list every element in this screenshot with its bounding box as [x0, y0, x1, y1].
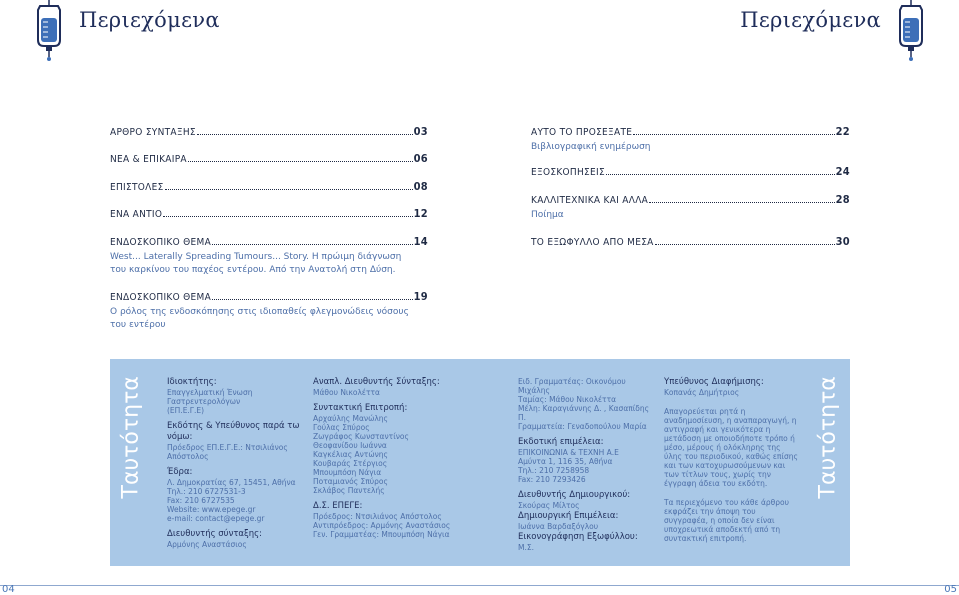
identity-text: Μ.Σ.	[518, 543, 534, 552]
identity-heading: Έδρα:	[167, 467, 193, 477]
toc-entry[interactable]	[110, 235, 428, 277]
identity-column-1	[167, 377, 302, 549]
iv-bag-icon	[890, 0, 932, 62]
toc-label: ΑΥΤΟ ΤΟ ΠΡΟΣΕΞΑΤΕ	[531, 127, 633, 138]
identity-vertical-label-right: Ταυτότητα	[815, 376, 841, 499]
page-number-left: 04	[2, 584, 15, 595]
identity-heading: Υπεύθυνος Διαφήμισης:	[664, 377, 764, 387]
identity-text: Ιωάννα Βαρδαξόγλου	[518, 522, 599, 531]
toc-label: ΑΡΘΡΟ ΣΥΝΤΑΞΗΣ	[110, 127, 196, 138]
toc-entry[interactable]	[110, 152, 428, 165]
toc-page: 14	[413, 235, 428, 248]
identity-text: Επαγγελματική Ένωση Γαστρεντερολόγων (ΕΠ.Ε.Γ.Ε)	[167, 388, 253, 415]
toc-page: 08	[413, 180, 428, 193]
identity-text: ΕΠΙΚΟΙΝΩΝΙΑ & ΤΕΧΝΗ Α.Ε Αμύντα 1, 116 35, Αθήνα Τηλ.: 210 7258958 Fax: 210 7293426	[518, 448, 619, 484]
toc-page: 12	[413, 207, 428, 220]
toc-page: 03	[413, 125, 428, 138]
toc-subtitle: Βιβλιογραφική ενημέρωση	[531, 142, 651, 152]
toc-label: ΕΝΔΟΣΚΟΠΙΚΟ ΘΕΜΑ	[110, 292, 212, 303]
toc-label: ΕΞΟΣΚΟΠΗΣΕΙΣ	[531, 167, 605, 178]
toc-label: ΕΠΙΣΤΟΛΕΣ	[110, 182, 164, 193]
identity-heading: Συντακτική Επιτροπή:	[313, 403, 408, 413]
identity-text: Μάθου Νικολέττα	[313, 388, 380, 397]
identity-heading: Διευθυντής σύνταξης:	[167, 529, 263, 539]
identity-heading: Εκδότης & Υπεύθυνος παρά τω νόμω:	[167, 421, 300, 442]
toc-page: 28	[835, 193, 850, 206]
identity-heading: Δ.Σ. ΕΠΕΓΕ:	[313, 501, 363, 511]
page-title-right: Περιεχόμενα	[740, 8, 881, 32]
identity-text: Λ. Δημοκρατίας 67, 15451, Αθήνα Τηλ.: 210 6727531-3 Fax: 210 6727535 Website: www.epege.gr e-mail: contact@epege.gr	[167, 478, 296, 523]
identity-column-2	[313, 377, 463, 539]
page-title-left: Περιεχόμενα	[79, 8, 220, 32]
identity-text: Κοπανάς Δημήτριος	[664, 388, 740, 397]
toc-page: 22	[835, 125, 850, 138]
identity-text: Τα περιεχόμενο του κάθε άρθρου εκφράζει την άποψη του συγγραφέα, η οποία δεν είναι υποχρεωτικά αποδεκτή από τη συντακτική επιτροπή.	[664, 498, 789, 543]
identity-text: Πρόεδρος ΕΠ.Ε.Γ.Ε.: Ντσιλιάνος Απόστολος	[167, 443, 288, 461]
identity-text: Αρχαύλης Μανώλης Γούλας Σπύρος Ζωγράφος Κωνσταντίνος Θεοφανίδου Ιωάννα Καγκέλιας Αντώνης Κουβαράς Στέργιος Μπουμπόση Νάγια Ποταμιανός Σπύρος Σκλάβος Παντελής	[313, 414, 409, 495]
toc-page: 06	[413, 152, 428, 165]
identity-text: Πρόεδρος: Ντσιλιάνος Απόστολος Αντιπρόεδρος: Αρμόνης Αναστάσιος Γεν. Γραμματέας: Μπουμπόση Νάγια	[313, 512, 451, 539]
identity-heading: Εικονογράφηση Εξωφύλλου:	[518, 532, 638, 542]
toc-label: ΕΝΔΟΣΚΟΠΙΚΟ ΘΕΜΑ	[110, 237, 212, 248]
toc-subtitle: Ποίημα	[531, 210, 564, 220]
identity-vertical-label-left: Ταυτότητα	[118, 376, 144, 499]
identity-column-3	[518, 377, 658, 552]
toc-label: ΕΝΑ ΑΝΤΙΟ	[110, 209, 163, 220]
identity-heading: Διευθυντής Δημιουργικού:	[518, 490, 631, 500]
toc-label: ΚΑΛΛΙΤΕΧΝΙΚΑ ΚΑΙ ΑΛΛΑ	[531, 195, 649, 206]
toc-entry[interactable]	[110, 180, 428, 193]
identity-heading: Εκδοτική επιμέλεια:	[518, 437, 604, 447]
toc-subtitle: West... Laterally Spreading Tumours... Story. Η πρώιμη διάγνωση του καρκίνου του παχέος εντέρου. Από την Ανατολή στη Δύση.	[110, 252, 402, 275]
toc-entry[interactable]	[531, 193, 850, 222]
toc-label: ΝΕΑ & ΕΠΙΚΑΙΡΑ	[110, 154, 187, 165]
iv-bag-icon	[28, 0, 70, 62]
toc-entry[interactable]	[531, 125, 850, 154]
page-number-right: 05	[944, 584, 957, 595]
toc-entry[interactable]	[531, 165, 850, 178]
identity-text: Αρμόνης Αναστάσιος	[167, 540, 247, 549]
toc-entry[interactable]	[110, 207, 428, 220]
toc-page: 30	[835, 235, 850, 248]
identity-heading: Ιδιοκτήτης:	[167, 377, 217, 387]
footer-divider	[0, 585, 959, 586]
toc-subtitle: Ο ρόλος της ενδοσκόπησης στις ιδιοπαθείς φλεγμονώδεις νόσους του εντέρου	[110, 307, 409, 330]
identity-heading: Αναπλ. Διευθυντής Σύνταξης:	[313, 377, 440, 387]
identity-text: Απαγορεύεται ρητά η αναδημοσίευση, η αναπαραγωγή, η αντιγραφή και γενικότερα η μετάδοση με οποιοδήποτε τρόπο ή μέσο, μέρους ή ολόκληρης της ύλης του περιοδικού, καθώς επίσης και των κατοχυρωσούμενων και των τίτλων τους, χωρίς την έγγραφη άδεια του εκδότη.	[664, 407, 798, 488]
toc-entry[interactable]	[110, 125, 428, 138]
identity-column-4	[664, 377, 799, 543]
identity-text: Ειδ. Γραμματέας: Οικονόμου Μιχάλης Ταμίας: Μάθου Νικολέττα Μέλη: Καραγιάννης Δ. , Κασαπίδης Π. Γραμματεία: Γεναδοπούλου Μαρία	[518, 377, 650, 431]
toc-label: ΤΟ ΕΞΩΦΥΛΛΟ ΑΠΟ ΜΕΣΑ	[531, 237, 654, 248]
toc-page: 24	[835, 165, 850, 178]
toc-page: 19	[413, 290, 428, 303]
identity-heading: Δημιουργική Επιμέλεια:	[518, 511, 619, 521]
toc-entry[interactable]	[110, 290, 428, 332]
toc-entry[interactable]	[531, 235, 850, 248]
identity-text: Σκούρας Μίλτος	[518, 501, 580, 510]
